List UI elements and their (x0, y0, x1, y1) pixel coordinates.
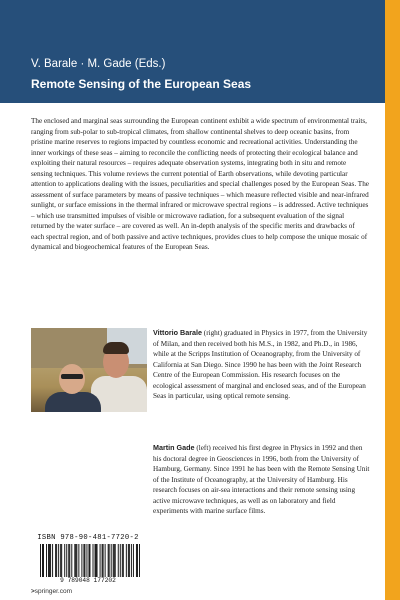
person-left-head (59, 364, 85, 394)
barcode-bar (133, 544, 134, 577)
barcode-bar (131, 544, 132, 577)
author-bio-text: (right) graduated in Physics in 1977, from the University of Milan, and then received both his M.S., in 1982, and Ph.D., in 1986, while at the Scripps Institution of Oceanography, from the University of California at San Diego. Since 1990 he has been with the Joint Research Centre of the European Commission. His research focuses on the ecological assessment of marginal and enclosed seas, and of the European Seas in particular, using optical remote sensing. (153, 329, 368, 400)
barcode-bar (102, 544, 103, 577)
editors-line: V. Barale · M. Gade (Eds.) (31, 58, 166, 70)
barcode-bar (137, 544, 138, 577)
barcode-bar (61, 544, 62, 577)
author-name: Vittorio Barale (153, 328, 202, 337)
barcode-bar (113, 544, 114, 577)
barcode-bar (49, 544, 50, 577)
person-left-sunglasses (61, 374, 83, 379)
barcode-bar (123, 544, 124, 577)
barcode-bar (96, 544, 97, 577)
barcode-bar (120, 544, 121, 577)
book-title: Remote Sensing of the European Seas (31, 77, 252, 91)
person-right-hair (103, 342, 129, 354)
barcode-bar (114, 544, 115, 577)
barcode-bar (118, 544, 119, 577)
barcode-bar (88, 544, 89, 577)
barcode-bar (76, 544, 77, 577)
barcode-bar (111, 544, 112, 577)
isbn-label: ISBN 978-90-481-7720-2 (37, 534, 139, 542)
barcode-bar (129, 544, 130, 577)
barcode-bar (42, 544, 43, 577)
author-bio-barale (153, 328, 371, 402)
barcode-bar (81, 544, 82, 577)
barcode-bar (48, 544, 49, 577)
barcode-bar (100, 544, 101, 577)
barcode-bar (83, 544, 84, 577)
barcode-bar (95, 544, 96, 577)
author-name: Martin Gade (153, 443, 195, 452)
publisher-site: springer.com (34, 588, 73, 595)
barcode-bar (40, 544, 41, 577)
barcode-bar (68, 544, 69, 577)
barcode-bar (105, 544, 106, 577)
title-band (0, 0, 385, 103)
arrow-icon: > (31, 588, 35, 595)
barcode-bar (52, 544, 53, 577)
barcode-bar (115, 544, 116, 577)
barcode-bar (93, 544, 94, 577)
barcode-bar (126, 544, 127, 577)
barcode-bar (84, 544, 85, 577)
barcode-bar (58, 544, 59, 577)
barcode-bar (55, 544, 56, 577)
barcode-bar (122, 544, 123, 577)
author-bio-text: (left) received his first degree in Physics in 1992 and then his doctoral degree in Geosciences in 1996, both from the University of Hamburg, Germany. Since 1991 he has been with the Remote Sensing Unit of the Institute of Oceanography, at the University of Hamburg. His research focuses on air-sea interactions and their remote sensing using active microwave techniques, as well as on laboratory and field experiments with marine surface films. (153, 444, 370, 515)
author-bio-gade (153, 443, 371, 517)
barcode-bars (40, 544, 140, 577)
barcode-bar (89, 544, 90, 577)
authors-photo (31, 328, 147, 412)
barcode-bar (75, 544, 76, 577)
barcode-bar (103, 544, 104, 577)
barcode-bar (78, 544, 79, 577)
orange-spine-strip (385, 0, 400, 600)
book-description: The enclosed and marginal seas surrounding the European continent exhibit a wide spectrum of environmental traits, ranging from sub-polar to sub-tropical climates, from shallow continental shelves to deep oceanic basins, from pristine marine reserves to regions impacted by countless economic and recreational activities. Understanding the inner workings of these seas – aiming to reconcile the conflicting needs of protecting their ecological balance and exploiting their natural resources – requires adequate observation systems, integrating both in situ and remote sensing techniques. This volume reviews the current potential of Earth observations, while devoting particular attention to applications dealing with the issues, peculiarities and special challenges posed by the European Seas. The assessment of surface parameters by means of passive techniques – which measure reflected visible and near-infrared sunlight, or surface emissions in the thermal infrared or microwave spectral regions – is addressed. Active techniques – which use transmitted impulses of visible or microwave radiation, for a subsequent evaluation of the signal returned by the water surface – are covered as well. An in-depth analysis of the specific merits and drawbacks of each spectral region, and of both passive and active techniques, provides clues to help compose the unique mosaic of dynamical and biogeochemical features of the European Seas. (31, 117, 369, 251)
barcode-bar (109, 544, 110, 577)
ean-digits: 9 789048 177202 (60, 577, 116, 584)
barcode-bar (97, 544, 98, 577)
barcode-bar (69, 544, 70, 577)
barcode-bar (128, 544, 129, 577)
person-left-body (45, 392, 101, 412)
barcode-bar (66, 544, 67, 577)
barcode-bar (139, 544, 140, 577)
barcode-bar (46, 544, 47, 577)
barcode-bar (56, 544, 57, 577)
barcode-block (31, 533, 145, 585)
barcode-bar (136, 544, 137, 577)
barcode-bar (74, 544, 75, 577)
barcode-bar (60, 544, 61, 577)
barcode-bar (50, 544, 51, 577)
barcode-bar (71, 544, 72, 577)
barcode-bar (86, 544, 87, 577)
barcode-bar (43, 544, 44, 577)
barcode-bar (64, 544, 65, 577)
barcode-bar (108, 544, 109, 577)
publisher-link[interactable] (31, 588, 72, 595)
